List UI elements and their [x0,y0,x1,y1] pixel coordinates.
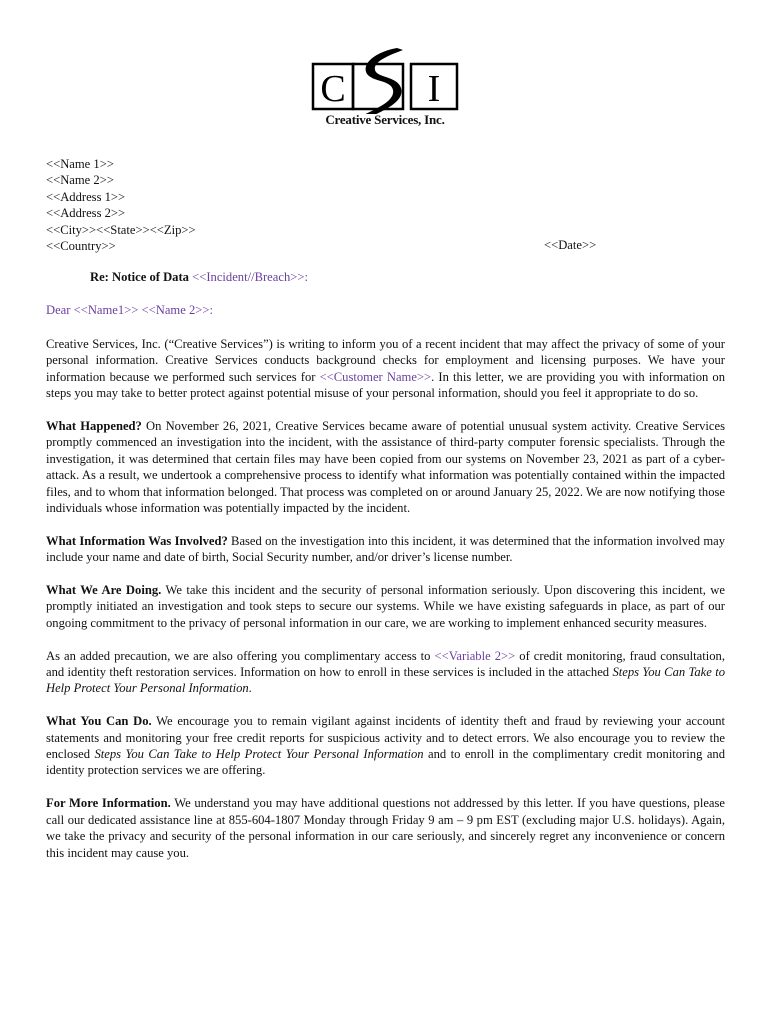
letter-body [46,336,725,877]
subject-label: Re: Notice of Data [90,270,189,284]
logo-company-name: Creative Services, Inc. [325,112,445,127]
what-happened-heading: What Happened? [46,419,142,434]
what-we-are-doing-text: We take this incident and the security of personal information seriously. Upon discovering this incident, we promptly initiated an investigation and took steps to secure our systems. While we have existing safeguards in place, as part of our ongoing commitment to the privacy of personal information in our care, we are working to implement enhanced security measures. [46,583,725,630]
precaution-text-a: As an added precaution, we are also offering you complimentary access to [46,648,435,663]
paragraph-what-you-can-do [46,713,725,779]
logo-letter-c: C [320,68,346,110]
csi-logo-graphic [305,44,465,114]
what-information-text: Based on the investigation into this incident, it was determined that the information involved may include your name and date of birth, Social Security number, and/or driver’s license number. [46,533,726,565]
logo-letter-i: I [427,68,441,110]
logo-brush-s [361,48,403,114]
recipient-address-1: <<Address 1>> [46,189,126,204]
steps-document-title-2: Steps You Can Take to Help Protect Your Personal Information [94,747,424,762]
paragraph-intro [46,336,725,402]
paragraph-what-we-are-doing [46,582,725,631]
what-we-are-doing-heading: What We Are Doing. [46,583,162,598]
steps-document-title: Steps You Can Take to Help Protect Your Personal Information [46,665,725,696]
company-logo [305,44,465,136]
subject-line [90,270,308,285]
recipient-name-1: <<Name 1>> [46,157,114,171]
variable-2: <<Variable 2>> [434,648,516,663]
recipient-city-state-zip: <<City>><<State>><<Zip>> [46,222,196,237]
paragraph-more-information [46,795,725,861]
what-you-can-do-text-b: and to enroll in the complimentary credit monitoring and identity protection services we are offering. [46,747,726,778]
customer-name-variable: <<Customer Name>> [319,369,432,384]
what-you-can-do-heading: What You Can Do. [46,714,152,729]
precaution-text-c: . [248,681,252,696]
intro-text-b: . In this letter, we are providing you with information on steps you may take to better protect against potential misuse of your personal information, should you feel it appropriate to do so. [46,369,726,401]
what-happened-text: On November 26, 2021, Creative Services became aware of potential unusual system activity. Creative Services promptly commenced an investigation into the incident, with the assistance of third-party computer forensic specialists. Through the investigation, it was determined that certain files may have been copied from our systems on November 23, 2021 as part of a cyber-attack. As a result, we undertook a comprehensive process to identify what information was potentially contained within the impacted files, and to whom that information belonged. That process was completed on or around January 25, 2022. We are now notifying those individuals whose information was potentially impacted by the incident. [46,419,725,516]
paragraph-what-information [46,533,725,566]
recipient-name-2: <<Name 2>> [46,173,114,188]
recipient-address-2: <<Address 2>> [46,206,126,221]
more-information-heading: For More Information. [46,796,171,811]
what-you-can-do-text-a: We encourage you to remain vigilant against incidents of identity theft and fraud by reviewing your account statements and monitoring your free credit reports for suspicious activity and to detect errors. We also encourage you to review the enclosed [46,714,725,762]
letter-date: <<Date>> [544,238,597,252]
paragraph-precaution [46,648,725,697]
precaution-text-b: of credit monitoring, fraud consultation, and identity theft restoration services. Information on how to enroll in these services is included in the attached [46,648,726,680]
subject-variable: <<Incident//Breach>>: [192,270,308,284]
recipient-country: <<Country>> [46,239,116,254]
intro-text-a: Creative Services, Inc. (“Creative Services”) is writing to inform you of a recent incident that may affect the privacy of some of your personal information. Creative Services conducts background checks for employment and licensing purposes. We have your information because we performed such services for [46,337,725,384]
what-information-heading: What Information Was Involved? [46,533,228,548]
recipient-address-block [46,156,196,254]
more-information-text: We understand you may have additional questions not addressed by this letter. If you have questions, please call our dedicated assistance line at 855-604-1807 Monday through Friday 9 am – 9 pm EST (excluding major U.S. holidays). Again, we take the privacy and security of the personal information in our care seriously, and sincerely regret any inconvenience or concern this incident may cause you. [46,796,725,860]
salutation: Dear <<Name1>> <<Name 2>>: [46,303,213,317]
paragraph-what-happened [46,418,725,516]
